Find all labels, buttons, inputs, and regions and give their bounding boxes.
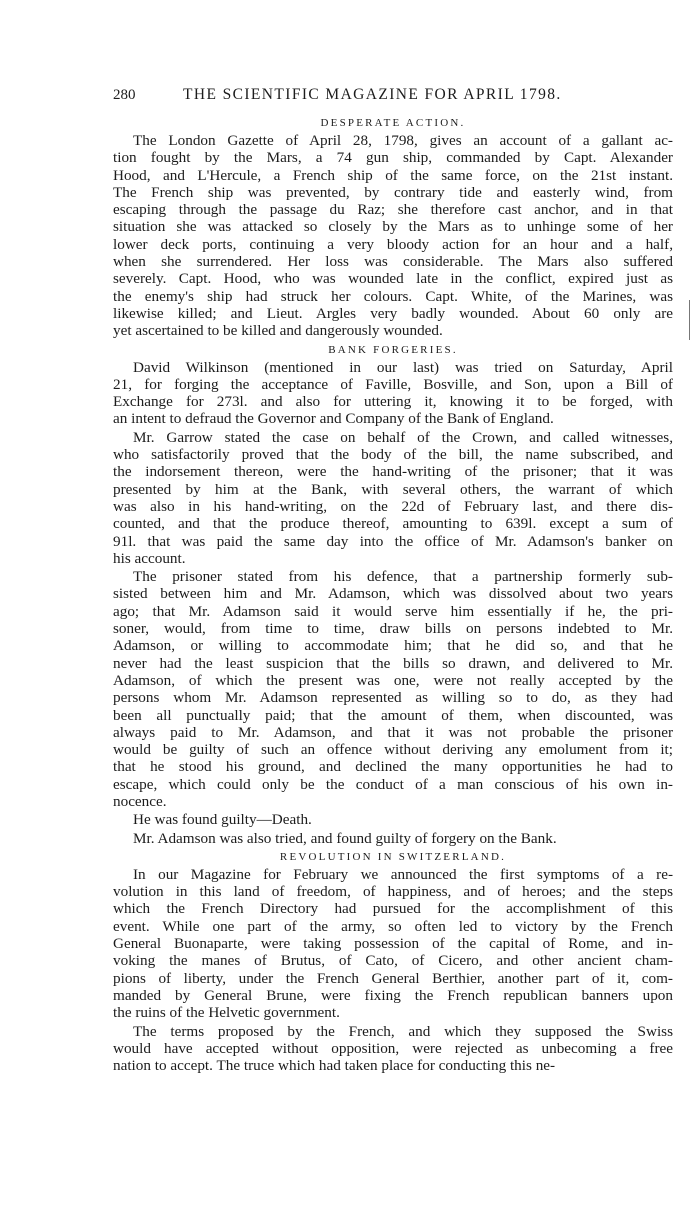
section-heading: BANK FORGERIES. [328,343,458,356]
text-line: The French ship was prevented, by contrary tide and easterly wind, from [113,183,673,201]
text-line: Hood, and L'Hercule, a French ship of the same force, on the 21st instant. [113,166,673,184]
text-line: manded by General Brune, were fixing the French republican banners upon [113,986,673,1004]
text-line: situation she was attacked so closely by the Mars as to unhinge some of her [113,218,673,236]
text-line: was also in his hand-writing, on the 22d of February last, and there dis- [113,497,673,515]
text-line: voking the manes of Brutus, of Cato, of Cicero, and other ancient cham- [113,952,673,970]
text-line: volution in this land of freedom, of happiness, and of heroes; and the steps [113,883,673,901]
section-heading: REVOLUTION IN SWITZERLAND. [279,850,507,863]
text-line: the ruins of the Helvetic government. [113,1004,340,1022]
paragraph [113,568,673,810]
text-line: In our Magazine for February we announced the first symptoms of a re- [133,865,673,883]
text-line: 21, for forging the acceptance of Faville, Bosville, and Son, upon a Bill of [113,375,673,393]
article-body [113,114,673,1074]
text-line: never had the least suspicion that the bills so drawn, and delivered to Mr. [113,654,673,672]
text-line: nation to accept. The truce which had taken place for conducting this ne- [113,1057,556,1075]
text-line: Mr. Adamson was also tried, and found guilty of forgery on the Bank. [133,829,557,847]
paragraph [113,830,673,847]
text-line: Adamson, or willing to accommodate him; that he did so, and that he [113,637,673,655]
text-line: which the French Directory had pursued for the accomplishment of this [113,900,673,918]
paragraph [113,1023,673,1075]
text-line: sisted between him and Mr. Adamson, which was dissolved about two years [113,585,673,603]
text-line: been all punctually paid; that the amount of them, when discounted, was [113,706,673,724]
text-line: escaping through the passage du Raz; she therefore cast anchor, and in that [113,201,673,219]
text-line: counted, and that the produce thereof, amounting to 639l. except a sum of [113,515,673,533]
text-line: that he stood his ground, and declined the many opportunities he had to [113,758,673,776]
text-line: presented by him at the Bank, with several others, the warrant of which [113,480,673,498]
text-line: yet ascertained to be killed and dangerously wounded. [113,322,443,340]
text-line: event. While one part of the army, so often led to victory by the French [113,917,673,935]
paragraph [113,429,673,567]
text-line: ago; that Mr. Adamson said it would serve him essentially if he, the pri- [113,602,673,620]
paragraph [113,359,673,428]
paragraph [113,132,673,340]
text-line: lower deck ports, continuing a very bloody action for an hour and a half, [113,235,673,253]
text-line: would have accepted without opposition, were rejected as unbecoming a free [113,1039,673,1057]
running-head [113,86,673,114]
paragraph [113,811,673,828]
text-line: tion fought by the Mars, a 74 gun ship, commanded by Capt. Alexander [113,149,673,167]
text-line: The London Gazette of April 28, 1798, gives an account of a gallant ac- [133,132,673,149]
text-line: soner, would, from time to time, draw bills on persons indebted to Mr. [113,620,673,638]
text-line: who satisfactorily proved that the body of the bill, the name subscribed, and [113,446,673,464]
text-line: David Wilkinson (mentioned in our last) was tried on Saturday, April [133,358,673,376]
text-line: would be guilty of such an offence without deriving any emolument from it; [113,741,673,759]
text-line: likewise killed; and Lieut. Argles very badly wounded. About 60 only are [113,304,673,322]
text-line: when she surrendered. Her loss was considerable. The Mars also suffered [113,253,673,271]
text-line: always paid to Mr. Adamson, and that it was not probable the prisoner [113,723,673,741]
text-line: his account. [113,549,186,567]
page [113,86,673,1075]
text-line: severely. Capt. Hood, who was wounded late in the conflict, expired just as [113,270,673,288]
text-line: Mr. Garrow stated the case on behalf of the Crown, and called witnesses, [133,428,673,446]
section-heading: DESPERATE ACTION. [320,117,466,129]
page-number: 280 [113,87,136,103]
text-line: The prisoner stated from his defence, that a partnership formerly sub- [133,568,673,586]
text-line: pions of liberty, under the French General Berthier, another part of it, com- [113,969,673,987]
paragraph [113,866,673,1022]
text-line: The terms proposed by the French, and which they supposed the Swiss [133,1022,673,1040]
text-line: persons whom Mr. Adamson represented as willing so to do, as they had [113,689,673,707]
text-line: 91l. that was paid the same day into the office of Mr. Adamson's banker on [113,532,673,550]
text-line: an intent to defraud the Governor and Company of the Bank of England. [113,410,554,428]
text-line: nocence. [113,792,167,810]
text-line: General Buonaparte, were taking possession of the capital of Rome, and in- [113,935,673,953]
text-line: Exchange for 273l. and also for uttering it, knowing it to be forged, with [113,393,673,411]
text-line: Adamson, of which the present was one, were not really accepted by the [113,671,673,689]
magazine-title: THE SCIENTIFIC MAGAZINE FOR APRIL 1798. [183,86,562,103]
text-line: the enemy's ship had struck her colours. Capt. White, of the Marines, was [113,287,673,305]
text-line: the indorsement thereon, were the hand-writing of the prisoner; that it was [113,463,673,481]
text-line: He was found guilty—Death. [133,811,312,829]
margin-rule [689,300,690,340]
text-line: escape, which could only be the conduct of a man conscious of his own in- [113,775,673,793]
